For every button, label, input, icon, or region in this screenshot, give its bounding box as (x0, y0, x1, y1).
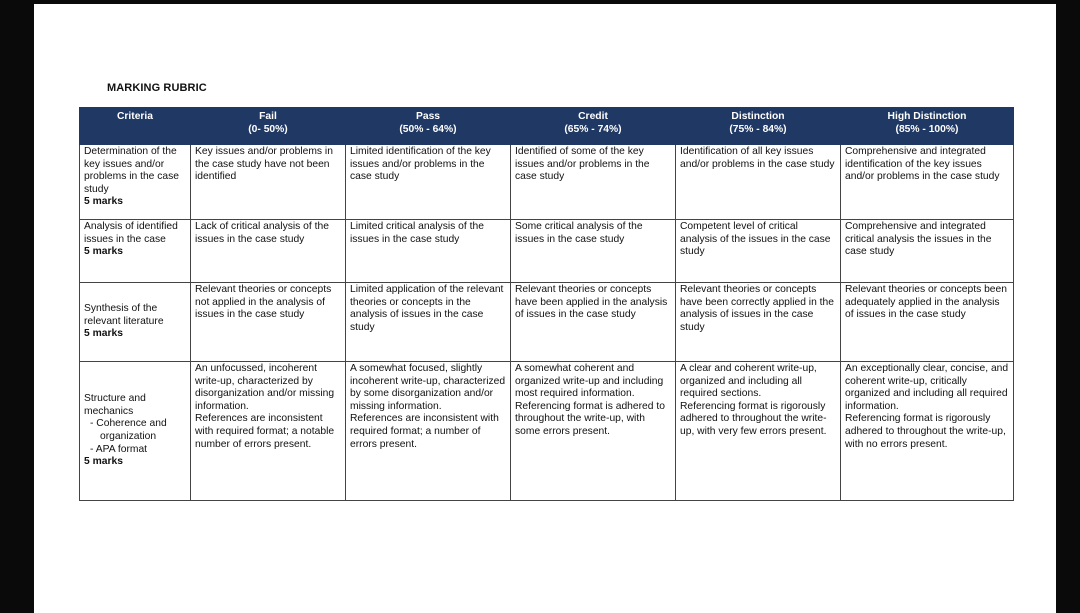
criteria-cell: Determination of the key issues and/or problems in the case study 5 marks (80, 145, 191, 220)
pass-cell: Limited application of the relevant theories or concepts in the analysis of issues in the case study (346, 283, 511, 362)
high-distinction-cell: Comprehensive and integrated identification of the key issues and/or problems in the case study (841, 145, 1014, 220)
header-credit: Credit (65% - 74%) (511, 108, 676, 145)
high-distinction-cell: An exceptionally clear, concise, and coherent write-up, critically organized and including all required information. Referencing format is rigorously adhered to throughout the write-up, with no errors present. (841, 362, 1014, 501)
header-criteria: Criteria (80, 108, 191, 145)
distinction-cell: Relevant theories or concepts have been correctly applied in the analysis of issues in the case study (676, 283, 841, 362)
fail-cell: Key issues and/or problems in the case study have not been identified (191, 145, 346, 220)
distinction-cell: A clear and coherent write-up, organized and including all required sections. Referencing format is rigorously adhered to throughout the write-up, with very few errors present. (676, 362, 841, 501)
credit-cell: Some critical analysis of the issues in the case study (511, 220, 676, 283)
high-distinction-cell: Relevant theories or concepts been adequately applied in the analysis of issues in the case study (841, 283, 1014, 362)
credit-cell: Identified of some of the key issues and/or problems in the case study (511, 145, 676, 220)
criteria-cell: Structure and mechanics - Coherence and organization - APA format 5 marks (80, 362, 191, 501)
table-row (80, 145, 1014, 220)
header-pass: Pass (50% - 64%) (346, 108, 511, 145)
header-fail: Fail (0- 50%) (191, 108, 346, 145)
criteria-cell: Analysis of identified issues in the case 5 marks (80, 220, 191, 283)
table-row (80, 283, 1014, 362)
fail-cell: Relevant theories or concepts not applied in the analysis of issues in the case study (191, 283, 346, 362)
marking-rubric-table (79, 107, 1014, 501)
header-row (80, 108, 1014, 145)
document-page (34, 4, 1056, 613)
distinction-cell: Competent level of critical analysis of the issues in the case study (676, 220, 841, 283)
credit-cell: Relevant theories or concepts have been applied in the analysis of issues in the case study (511, 283, 676, 362)
credit-cell: A somewhat coherent and organized write-up and including most required information. Referencing format is adhered to throughout the write-up, with some errors present. (511, 362, 676, 501)
table-row (80, 220, 1014, 283)
table-row (80, 362, 1014, 501)
fail-cell: An unfocussed, incoherent write-up, characterized by disorganization and/or missing information. References are inconsistent with required format; a notable number of errors present. (191, 362, 346, 501)
header-distinction: Distinction (75% - 84%) (676, 108, 841, 145)
distinction-cell: Identification of all key issues and/or problems in the case study (676, 145, 841, 220)
fail-cell: Lack of critical analysis of the issues in the case study (191, 220, 346, 283)
rubric-title: MARKING RUBRIC (107, 82, 207, 94)
header-high-distinction: High Distinction (85% - 100%) (841, 108, 1014, 145)
pass-cell: Limited critical analysis of the issues in the case study (346, 220, 511, 283)
pass-cell: A somewhat focused, slightly incoherent write-up, characterized by some disorganization and/or missing information. References are inconsistent with required format; a number of errors present. (346, 362, 511, 501)
pass-cell: Limited identification of the key issues and/or problems in the case study (346, 145, 511, 220)
criteria-cell: Synthesis of the relevant literature 5 marks (80, 283, 191, 362)
high-distinction-cell: Comprehensive and integrated critical analysis the issues in the case study (841, 220, 1014, 283)
